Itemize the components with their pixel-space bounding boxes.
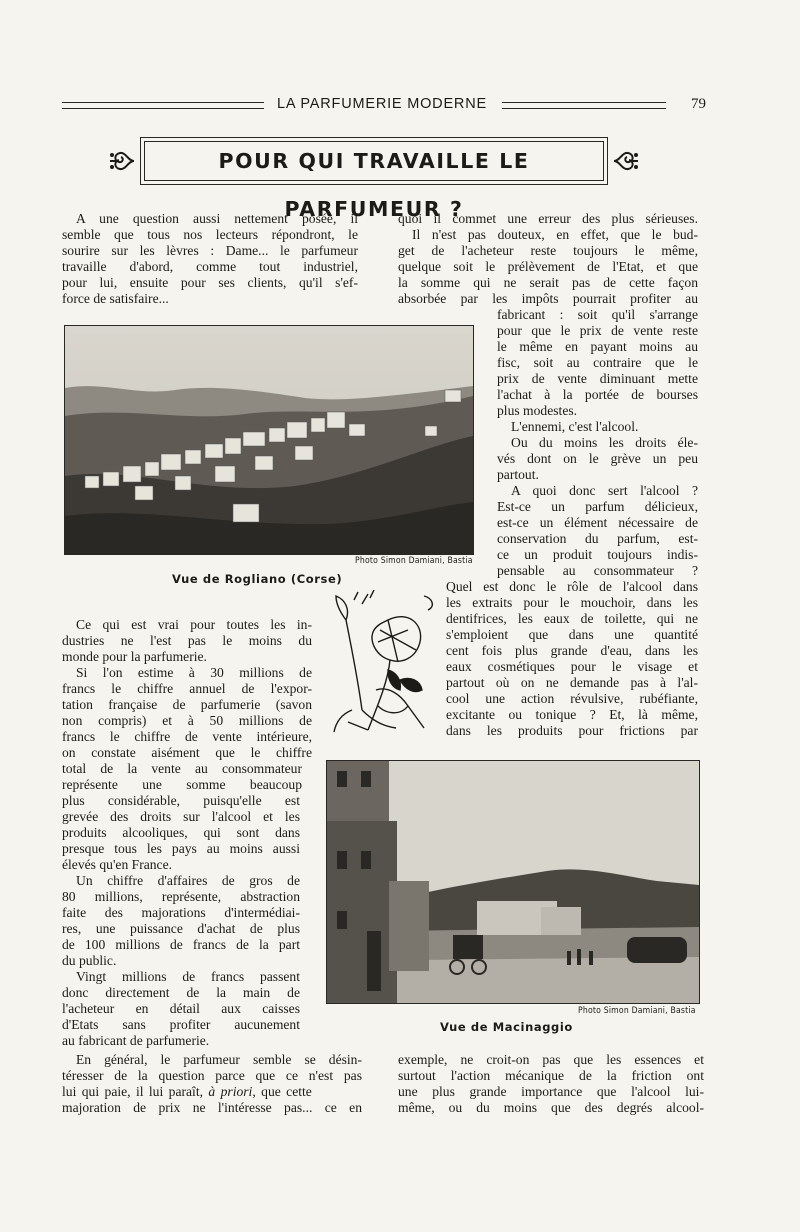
- text-line: Si l'on estime à 30 millions de: [76, 665, 312, 680]
- text-line: le même en payant moins au: [497, 339, 698, 354]
- text-line: sourire sur les lèvres : Dame... le parfumeur: [62, 243, 358, 258]
- text-line: l'achat à la portée de bourses: [497, 387, 698, 402]
- text-line: francs le chiffre de vente intérieure,: [62, 729, 312, 744]
- text-line: ce un produit toujours indis-: [497, 547, 698, 562]
- text-line: res, une puissance d'achat de plus: [62, 921, 300, 936]
- text-line: conservation du parfum, est-: [497, 531, 698, 546]
- photo-credit: Photo Simon Damiani, Bastia: [578, 1006, 696, 1016]
- text-line: vés dont on le grève un peu: [497, 451, 698, 466]
- text-line: donc directement de la main de: [62, 985, 300, 1000]
- running-header-title: LA PARFUMERIE MODERNE: [277, 96, 487, 112]
- text-line: tation française de parfumerie (savon: [62, 697, 312, 712]
- text-line: fabricant : soit qu'il s'arrange: [497, 307, 698, 322]
- text-line: francs le chiffre annuel de l'expor-: [62, 681, 312, 696]
- text-line: dans les produits pour frictions par: [446, 723, 698, 738]
- text-line: monde pour la parfumerie.: [62, 649, 207, 664]
- text-line: d'Etats sans profiter aucunement: [62, 1017, 300, 1032]
- italic-term: à priori: [208, 1084, 253, 1099]
- text-line: plus considérable, puisqu'elle est: [62, 793, 300, 808]
- text-line: plus modestes.: [497, 403, 578, 418]
- photo-credit: Photo Simon Damiani, Bastia: [355, 556, 473, 566]
- article-title: POUR QUI TRAVAILLE LE PARFUMEUR ?: [218, 149, 530, 221]
- text-line: majoration de prix ne l'intéresse pas... ce en: [62, 1100, 362, 1115]
- text-line: au fabricant de parfumerie.: [62, 1033, 210, 1048]
- text-line: la somme qui ne serait pas de cette façon: [398, 275, 698, 290]
- text-line: représente une somme beaucoup: [62, 777, 302, 792]
- macinaggio-photo: [326, 760, 700, 1004]
- text-line: presque tous les pays au moins aussi: [62, 841, 300, 856]
- text-segment: lui qui paie, il lui paraît,: [62, 1084, 203, 1099]
- header-rule-left: [62, 102, 264, 109]
- text-line: 80 millions, représente, abstraction: [62, 889, 300, 904]
- text-line: du public.: [62, 953, 117, 968]
- text-line: absorbée par les impôts pourrait profiter au: [398, 291, 698, 306]
- text-line: travaille d'abord, comme tout industriel,: [62, 259, 358, 274]
- text-line: prix de vente diminuant mette: [497, 371, 698, 386]
- text-line: Est-ce un parfum délicieux,: [497, 499, 698, 514]
- text-line: En général, le parfumeur semble se désin-: [76, 1052, 362, 1067]
- text-line: semble que tous nos lecteurs répondront, le: [62, 227, 358, 242]
- text-line: pour lui, ensuite pour ses clients, qu'il s'ef-: [62, 275, 358, 290]
- text-line: produits alcooliques, qui sont dans: [62, 825, 300, 840]
- text-line: get de l'acheteur reste toujours le même,: [398, 243, 698, 258]
- text-line: force de satisfaire...: [62, 291, 169, 306]
- text-line: élevés qu'en France.: [62, 857, 173, 872]
- rogliano-photo: [64, 325, 474, 555]
- text-line: Ce qui est vrai pour toutes les in-: [76, 617, 312, 632]
- text-line: une plus grande importance que l'alcool lui-: [398, 1084, 704, 1099]
- right-ornament-icon: [610, 146, 640, 176]
- text-line: excitante ou tonique ? Et, là même,: [446, 707, 698, 722]
- header-rule-right: [502, 102, 666, 109]
- text-line: Ou du moins les droits éle-: [511, 435, 698, 450]
- text-line: grevée des droits sur l'alcool et les: [62, 809, 300, 824]
- text-line: les extraits pour le mouchoir, dans les: [446, 595, 698, 610]
- text-segment: , que cette: [252, 1084, 312, 1099]
- text-line: même, ou du moins que des degrés alcool-: [398, 1100, 704, 1115]
- text-line: Un chiffre d'affaires de gros de: [76, 873, 300, 888]
- text-line: total de la vente au consommateur: [62, 761, 302, 776]
- text-line: fisc, soit au contraire que le: [497, 355, 698, 370]
- text-line: faite des majorations d'intermédiai-: [62, 905, 300, 920]
- text-line: exemple, ne croit-on pas que les essences et: [398, 1052, 704, 1067]
- text-line: partout.: [497, 467, 539, 482]
- left-ornament-icon: [108, 146, 138, 176]
- macinaggio-harbour-image: [327, 761, 699, 1003]
- text-line: téresser de la question parce que ce n'est pas: [62, 1068, 362, 1083]
- text-line: de 100 millions de francs de la part: [62, 937, 300, 952]
- text-line: quelque soit le prélèvement de l'Etat, et que: [398, 259, 698, 274]
- text-line: Il n'est pas douteux, en effet, que le bud-: [412, 227, 698, 242]
- text-line: dustries ne l'est pas le moins du: [62, 633, 312, 648]
- page-number: 79: [691, 96, 706, 112]
- text-line: surtout l'action mécanique de la friction ont: [398, 1068, 704, 1083]
- text-line: L'ennemi, c'est l'alcool.: [511, 419, 639, 434]
- text-line: eaux cosmétiques pour le visage et: [446, 659, 698, 674]
- text-line: A quoi donc sert l'alcool ?: [511, 483, 698, 498]
- figure-caption: Vue de Rogliano (Corse): [172, 572, 343, 586]
- text-line: pensable au consommateur ?: [497, 563, 698, 578]
- text-line: non compris) et à 50 millions de: [62, 713, 312, 728]
- text-line: s'emploient que dans une quantité: [446, 627, 698, 642]
- text-line: quoi il commet une erreur des plus sérieuses.: [398, 211, 698, 226]
- text-line: A une question aussi nettement posée, il: [76, 211, 358, 226]
- text-line: Quel est donc le rôle de l'alcool dans: [446, 579, 698, 594]
- text-line: Vingt millions de francs passent: [76, 969, 300, 984]
- text-line: cent fois plus grande d'eau, dans les: [446, 643, 698, 658]
- text-line: dentifrices, les eaux de toilette, qui ne: [446, 611, 698, 626]
- flower-illustration-icon: [328, 590, 440, 740]
- text-line: partout où on ne demande pas à l'al-: [446, 675, 698, 690]
- rogliano-landscape-image: [65, 326, 473, 554]
- figure-caption: Vue de Macinaggio: [440, 1020, 573, 1034]
- text-line: pour que le prix de vente reste: [497, 323, 698, 338]
- text-line: l'acheteur en détail aux caisses: [62, 1001, 300, 1016]
- text-line-mixed: [62, 1084, 362, 1100]
- text-line: on constate aisément que le chiffre: [62, 745, 312, 760]
- text-line: cool une action révulsive, rubéfiante,: [446, 691, 698, 706]
- text-line: est-ce un élément nécessaire de: [497, 515, 698, 530]
